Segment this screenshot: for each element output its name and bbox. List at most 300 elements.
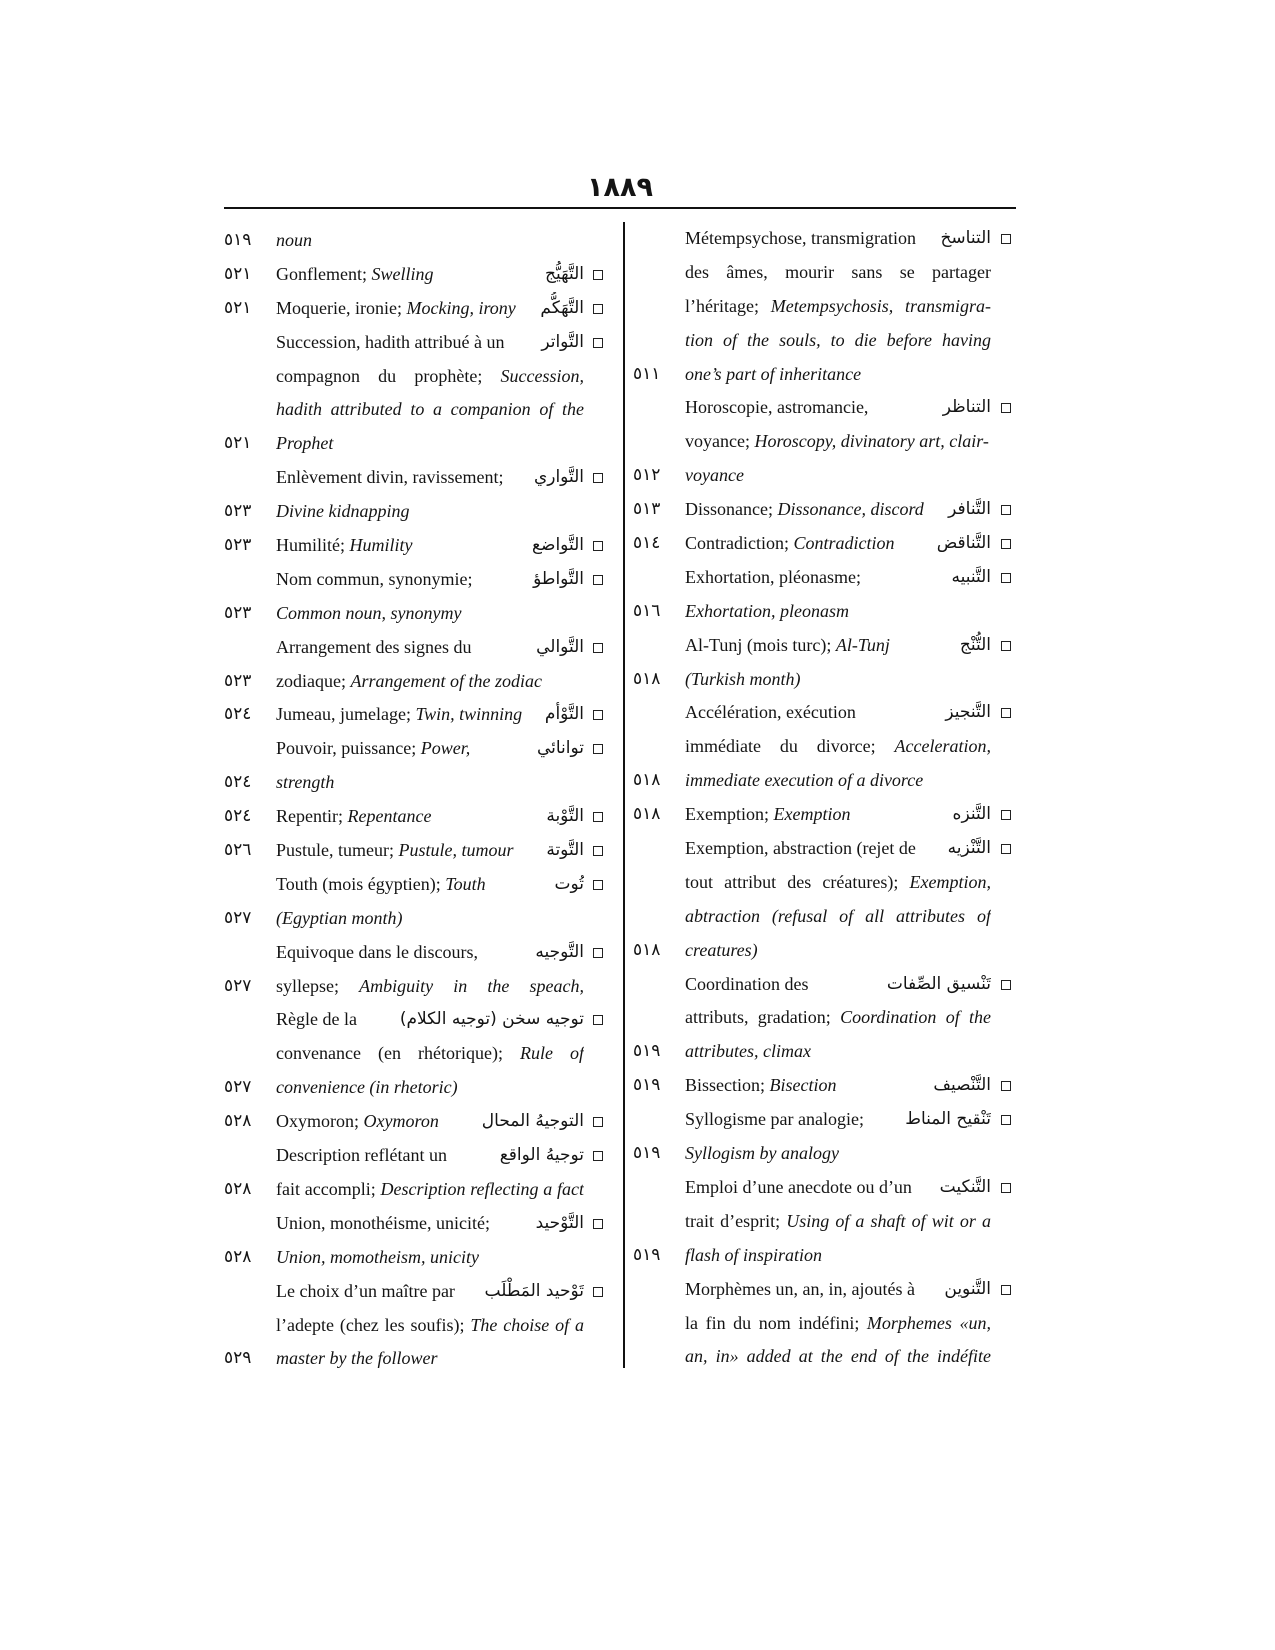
page-ref: ٥١٩ (633, 1244, 661, 1265)
page-ref: ٥٢٣ (224, 535, 252, 556)
page-ref: ٥١٨ (633, 668, 661, 689)
entry-line (224, 868, 612, 902)
english-translation: Ambiguity in the speach, (359, 975, 584, 996)
french-definition: compagnon du prophète; (276, 365, 483, 386)
entry-content (685, 1001, 991, 1035)
entry-content (685, 1340, 991, 1374)
bullet-slot (584, 631, 612, 665)
entry-line (224, 631, 612, 665)
entry-text (276, 1173, 584, 1207)
bullet-slot (991, 696, 1015, 730)
english-translation: Swelling (371, 263, 434, 284)
entry-content (276, 529, 584, 563)
french-definition: trait d’esprit; (685, 1210, 781, 1231)
entry-line (224, 461, 612, 495)
arabic-term: التَّنوين (944, 1278, 991, 1299)
entry-content (685, 1137, 991, 1171)
entry-text (685, 324, 991, 358)
entry-content (685, 934, 991, 968)
bullet-slot (584, 868, 612, 902)
entry-text (685, 1035, 991, 1069)
french-definition: Humilité; (276, 535, 345, 556)
english-translation: an, in» added at the end of the indéfite (685, 1346, 991, 1367)
french-definition: Jumeau, jumelage; (276, 704, 411, 725)
entry-content (276, 1003, 584, 1037)
entry-content (276, 326, 584, 360)
square-bullet-icon (1001, 234, 1011, 244)
bullet-slot (584, 258, 612, 292)
english-translation: The choise of a (470, 1314, 584, 1335)
french-definition: Oxymoron; (276, 1111, 359, 1132)
bullet-slot (991, 1205, 1015, 1239)
bullet-slot (991, 832, 1015, 866)
entry-content (276, 1207, 584, 1241)
english-translation: Morphemes «un, (866, 1312, 991, 1333)
header-rule (224, 207, 1016, 209)
page-ref: ٥١٦ (633, 600, 661, 621)
entry-line (633, 764, 1015, 798)
entry-line (633, 730, 1015, 764)
bullet-slot (991, 256, 1015, 290)
page-ref: ٥٢٣ (224, 501, 252, 522)
french-definition: Exemption, abstraction (rejet de (685, 838, 916, 859)
entry-content (276, 1342, 584, 1376)
bullet-slot (991, 1239, 1015, 1273)
left-column (224, 224, 612, 1376)
entry-text (276, 1309, 584, 1343)
english-translation: Exemption (773, 804, 851, 825)
entry-line (224, 1139, 612, 1173)
entry-text (276, 868, 548, 902)
entry-line (224, 1342, 612, 1376)
entry-text (685, 1103, 899, 1137)
square-bullet-icon (593, 338, 603, 348)
entry-line (633, 358, 1015, 392)
entry-content (685, 798, 991, 832)
bullet-slot (584, 1241, 612, 1275)
square-bullet-icon (1001, 810, 1011, 820)
arabic-term: التَّهَيُّج (545, 263, 584, 284)
entry-text (276, 1003, 394, 1037)
entry-content (276, 766, 584, 800)
entry-content (276, 1241, 584, 1275)
entry-text (276, 970, 584, 1004)
bullet-slot (584, 292, 612, 326)
page-ref: ٥١٩ (633, 1041, 661, 1062)
bullet-slot (991, 1069, 1015, 1103)
english-translation: hadith attributed to a companion of the (276, 399, 584, 420)
bullet-slot (991, 1307, 1015, 1341)
entry-line (633, 290, 1015, 324)
bullet-slot (584, 1207, 612, 1241)
entry-content (685, 222, 991, 256)
entry-content (276, 665, 584, 699)
english-translation: Twin, twinning (415, 704, 523, 725)
english-translation: Repentance (347, 806, 432, 827)
entry-text (276, 1342, 584, 1376)
entry-content (685, 1307, 991, 1341)
bullet-slot (584, 1342, 612, 1376)
entry-text (685, 1171, 934, 1205)
entry-text (685, 696, 939, 730)
square-bullet-icon (593, 473, 603, 483)
entry-line (224, 563, 612, 597)
bullet-slot (584, 834, 612, 868)
entry-content (276, 258, 584, 292)
french-definition: attributs, gradation; (685, 1007, 831, 1028)
bullet-slot (584, 1105, 612, 1139)
entry-line (224, 597, 612, 631)
entry-line (633, 832, 1015, 866)
entry-content (685, 900, 991, 934)
bullet-slot (991, 459, 1015, 493)
arabic-term: تُوت (554, 873, 584, 894)
bullet-slot (991, 527, 1015, 561)
entry-content (685, 324, 991, 358)
english-translation: master by the follower (276, 1348, 438, 1369)
bullet-slot (991, 493, 1015, 527)
arabic-term: التَّوْحيد (535, 1212, 584, 1233)
entry-text (276, 461, 528, 495)
arabic-term: التَّنْزيه (947, 838, 991, 859)
entry-content (685, 595, 991, 629)
entry-content (276, 427, 584, 461)
arabic-term: التَّواضع (531, 535, 584, 556)
arabic-term: التَّوالي (536, 636, 584, 657)
entry-text (685, 222, 934, 256)
square-bullet-icon (593, 541, 603, 551)
bullet-slot (991, 561, 1015, 595)
entry-text (685, 1205, 991, 1239)
entry-line (224, 393, 612, 427)
entry-text (276, 597, 584, 631)
english-translation: Using of a shaft of wit or a (786, 1210, 991, 1231)
page-ref: ٥٢٤ (224, 704, 252, 725)
arabic-term: التَّهَكُّم (540, 297, 584, 318)
bullet-slot (584, 461, 612, 495)
arabic-term: التَّوجيه (535, 941, 584, 962)
entry-content (276, 1071, 584, 1105)
entry-text (685, 1239, 991, 1273)
entry-content (685, 290, 991, 324)
entry-content (685, 256, 991, 290)
french-definition: Contradiction; (685, 533, 789, 554)
entry-text (276, 800, 540, 834)
entry-content (685, 391, 991, 425)
entry-text (685, 595, 991, 629)
entry-line (633, 595, 1015, 629)
english-translation: attributes, climax (685, 1041, 811, 1062)
english-translation: Touth (445, 873, 486, 894)
french-definition: Description reflétant un (276, 1145, 447, 1166)
page-ref: ٥٢٣ (224, 602, 252, 623)
column-divider (623, 222, 625, 1368)
english-translation: Description reflecting a fact (380, 1178, 584, 1199)
french-definition: Gonflement; (276, 263, 367, 284)
square-bullet-icon (593, 270, 603, 280)
square-bullet-icon (593, 643, 603, 653)
bullet-slot (991, 595, 1015, 629)
entry-text (276, 563, 527, 597)
entry-text (685, 1001, 991, 1035)
entry-line (633, 493, 1015, 527)
bullet-slot (991, 934, 1015, 968)
square-bullet-icon (593, 1117, 603, 1127)
bullet-slot (584, 495, 612, 529)
entry-content (276, 1275, 584, 1309)
bullet-slot (991, 1001, 1015, 1035)
arabic-term: التَّنزه (952, 804, 991, 825)
french-definition: Repentir; (276, 806, 343, 827)
entry-line (224, 495, 612, 529)
english-translation: Union, momotheism, unicity (276, 1246, 479, 1267)
entry-line (224, 936, 612, 970)
english-translation: Mocking, irony (406, 297, 516, 318)
entry-line (633, 866, 1015, 900)
entry-line (224, 326, 612, 360)
french-definition: Règle de la (276, 1009, 357, 1030)
entry-line (224, 1105, 612, 1139)
entry-content (276, 732, 584, 766)
entry-text (276, 631, 530, 665)
bullet-slot (584, 936, 612, 970)
page-ref: ٥٢٧ (224, 975, 252, 996)
english-translation: immediate execution of a divorce (685, 770, 924, 791)
french-definition: l’adepte (chez les soufis); (276, 1314, 465, 1335)
bullet-slot (991, 425, 1015, 459)
bullet-slot (584, 360, 612, 394)
entry-line (633, 798, 1015, 832)
square-bullet-icon (1001, 539, 1011, 549)
arabic-term: تَنْقيح المناط (905, 1109, 991, 1130)
page-ref: ٥١٨ (633, 939, 661, 960)
french-definition: tout attribut des créatures); (685, 871, 899, 892)
bullet-slot (584, 1139, 612, 1173)
french-definition: Emploi d’une anecdote ou d’un (685, 1176, 912, 1197)
arabic-term: التَّوتة (546, 840, 584, 861)
arabic-term: التَّناقض (936, 533, 991, 554)
bullet-slot (584, 766, 612, 800)
entry-line (633, 900, 1015, 934)
bullet-slot (584, 393, 612, 427)
entry-line (633, 391, 1015, 425)
entry-text (276, 360, 584, 394)
entry-text (685, 663, 991, 697)
english-translation: Contradiction (793, 533, 895, 554)
english-translation: abtraction (refusal of all attributes of (685, 905, 991, 926)
entry-text (276, 1207, 530, 1241)
bullet-slot (584, 665, 612, 699)
english-translation: flash of inspiration (685, 1244, 823, 1265)
square-bullet-icon (1001, 573, 1011, 583)
arabic-term: التَّوْبة (546, 806, 584, 827)
entry-content (276, 834, 584, 868)
bullet-slot (991, 290, 1015, 324)
entry-text (276, 1105, 476, 1139)
bullet-slot (991, 866, 1015, 900)
english-translation: strength (276, 772, 335, 793)
entry-content (685, 866, 991, 900)
english-translation: Exemption, (909, 871, 991, 892)
entry-line (633, 1340, 1015, 1374)
entry-text (276, 1071, 584, 1105)
entry-line (633, 425, 1015, 459)
arabic-term: التُّنْج (959, 634, 991, 655)
entry-content (276, 1105, 584, 1139)
entry-line (224, 258, 612, 292)
arabic-term: توانائي (536, 738, 584, 759)
entry-line (633, 629, 1015, 663)
bullet-slot (584, 800, 612, 834)
entry-content (685, 730, 991, 764)
arabic-term: التَّواري (533, 467, 584, 488)
arabic-term: التَّنجيز (945, 702, 991, 723)
bullet-slot (584, 1173, 612, 1207)
entry-text (685, 290, 991, 324)
french-definition: Arrangement des signes du (276, 636, 472, 657)
entry-text (276, 766, 584, 800)
entry-line (633, 696, 1015, 730)
entry-content (685, 1239, 991, 1273)
entry-line (224, 970, 612, 1004)
entry-content (685, 1035, 991, 1069)
entry-text (685, 832, 942, 866)
bullet-slot (991, 1340, 1015, 1374)
entry-content (685, 1069, 991, 1103)
english-translation: convenience (in rhetoric) (276, 1077, 458, 1098)
page-ref: ٥١٣ (633, 499, 661, 520)
entry-text (685, 1273, 938, 1307)
french-definition: Morphèmes un, an, in, ajoutés à (685, 1278, 915, 1299)
french-definition: des âmes, mourir sans se partager (685, 261, 991, 282)
entry-line (224, 1275, 612, 1309)
french-definition: Exhortation, pléonasme; (685, 566, 861, 587)
english-translation: Oxymoron (363, 1111, 439, 1132)
entry-text (276, 495, 584, 529)
bullet-slot (584, 1309, 612, 1343)
entry-text (685, 866, 991, 900)
arabic-term: تَنْسيق الصِّفات (886, 973, 991, 994)
entry-line (633, 1307, 1015, 1341)
entry-content (685, 629, 991, 663)
entry-content (276, 1037, 584, 1071)
entry-text (685, 900, 991, 934)
entry-content (685, 527, 991, 561)
entry-text (276, 529, 526, 563)
page-ref: ٥١٤ (633, 533, 661, 554)
arabic-term: التَّنبيه (951, 566, 991, 587)
english-translation: Coordination of the (840, 1007, 991, 1028)
entry-line (224, 529, 612, 563)
french-definition: convenance (en rhétorique); (276, 1043, 503, 1064)
english-translation: Arrangement of the zodiac (350, 670, 542, 691)
bullet-slot (991, 764, 1015, 798)
page-ref: ٥١٨ (633, 804, 661, 825)
french-definition: zodiaque; (276, 670, 346, 691)
bullet-slot (991, 1103, 1015, 1137)
page-ref: ٥٢٣ (224, 670, 252, 691)
entry-line (633, 1137, 1015, 1171)
bullet-slot (991, 324, 1015, 358)
english-translation: Horoscopy, divinatory art, clair- (754, 431, 989, 452)
page-ref: ٥٢١ (224, 433, 252, 454)
arabic-term: التناسخ (940, 228, 991, 248)
entry-content (276, 1173, 584, 1207)
arabic-term: التَّواتر (541, 331, 584, 352)
arabic-term: التناظر (942, 397, 991, 418)
entry-content (276, 902, 584, 936)
square-bullet-icon (593, 744, 603, 754)
entry-text (685, 934, 991, 968)
entry-text (685, 256, 991, 290)
entry-content (685, 459, 991, 493)
english-translation: Divine kidnapping (276, 501, 410, 522)
entry-line (224, 902, 612, 936)
square-bullet-icon (593, 304, 603, 314)
square-bullet-icon (1001, 403, 1011, 413)
entry-line (633, 934, 1015, 968)
entry-content (685, 561, 991, 595)
arabic-term: توجيهُ الواقع (499, 1145, 584, 1166)
english-translation: Metempsychosis, transmigra- (770, 295, 991, 316)
entry-text (685, 1137, 991, 1171)
french-definition: Syllogisme par analogie; (685, 1109, 864, 1130)
entry-text (685, 764, 991, 798)
page-ref: ٥٢٤ (224, 806, 252, 827)
bullet-slot (991, 900, 1015, 934)
entry-text (276, 936, 529, 970)
entry-content (276, 495, 584, 529)
entry-text (685, 730, 991, 764)
arabic-term: توجيه سخن (توجيه الكلام) (399, 1009, 584, 1030)
french-definition: Enlèvement divin, ravissement; (276, 467, 504, 488)
square-bullet-icon (593, 1219, 603, 1229)
entry-content (685, 764, 991, 798)
entry-content (276, 360, 584, 394)
bullet-slot (584, 326, 612, 360)
french-definition: Coordination des (685, 973, 809, 994)
page-ref: ٥٢١ (224, 263, 252, 284)
entry-line (633, 663, 1015, 697)
entry-text (685, 1307, 991, 1341)
entry-content (276, 1309, 584, 1343)
entry-text (276, 292, 534, 326)
entry-line (224, 1241, 612, 1275)
right-column (633, 222, 1015, 1374)
entry-text (276, 902, 584, 936)
english-translation: (Egyptian month) (276, 907, 403, 928)
french-definition: Bissection; (685, 1075, 765, 1096)
entry-line (224, 292, 612, 326)
entry-text (685, 1340, 991, 1374)
entry-line (224, 665, 612, 699)
english-translation: Humility (349, 535, 413, 556)
square-bullet-icon (1001, 980, 1011, 990)
french-definition: Moquerie, ironie; (276, 297, 402, 318)
english-translation: Rule of (519, 1043, 584, 1064)
french-definition: Le choix d’un maître par (276, 1280, 455, 1301)
bullet-slot (584, 563, 612, 597)
entry-content (685, 425, 991, 459)
page-ref: ٥١١ (633, 363, 661, 384)
english-translation: Exhortation, pleonasm (685, 600, 849, 621)
english-translation: voyance (685, 465, 744, 486)
bullet-slot (584, 902, 612, 936)
french-definition: Touth (mois égyptien); (276, 873, 441, 894)
french-definition: Al-Tunj (mois turc); (685, 634, 832, 655)
french-definition: Union, monothéisme, unicité; (276, 1212, 490, 1233)
page-ref: ٥١٩ (633, 1075, 661, 1096)
